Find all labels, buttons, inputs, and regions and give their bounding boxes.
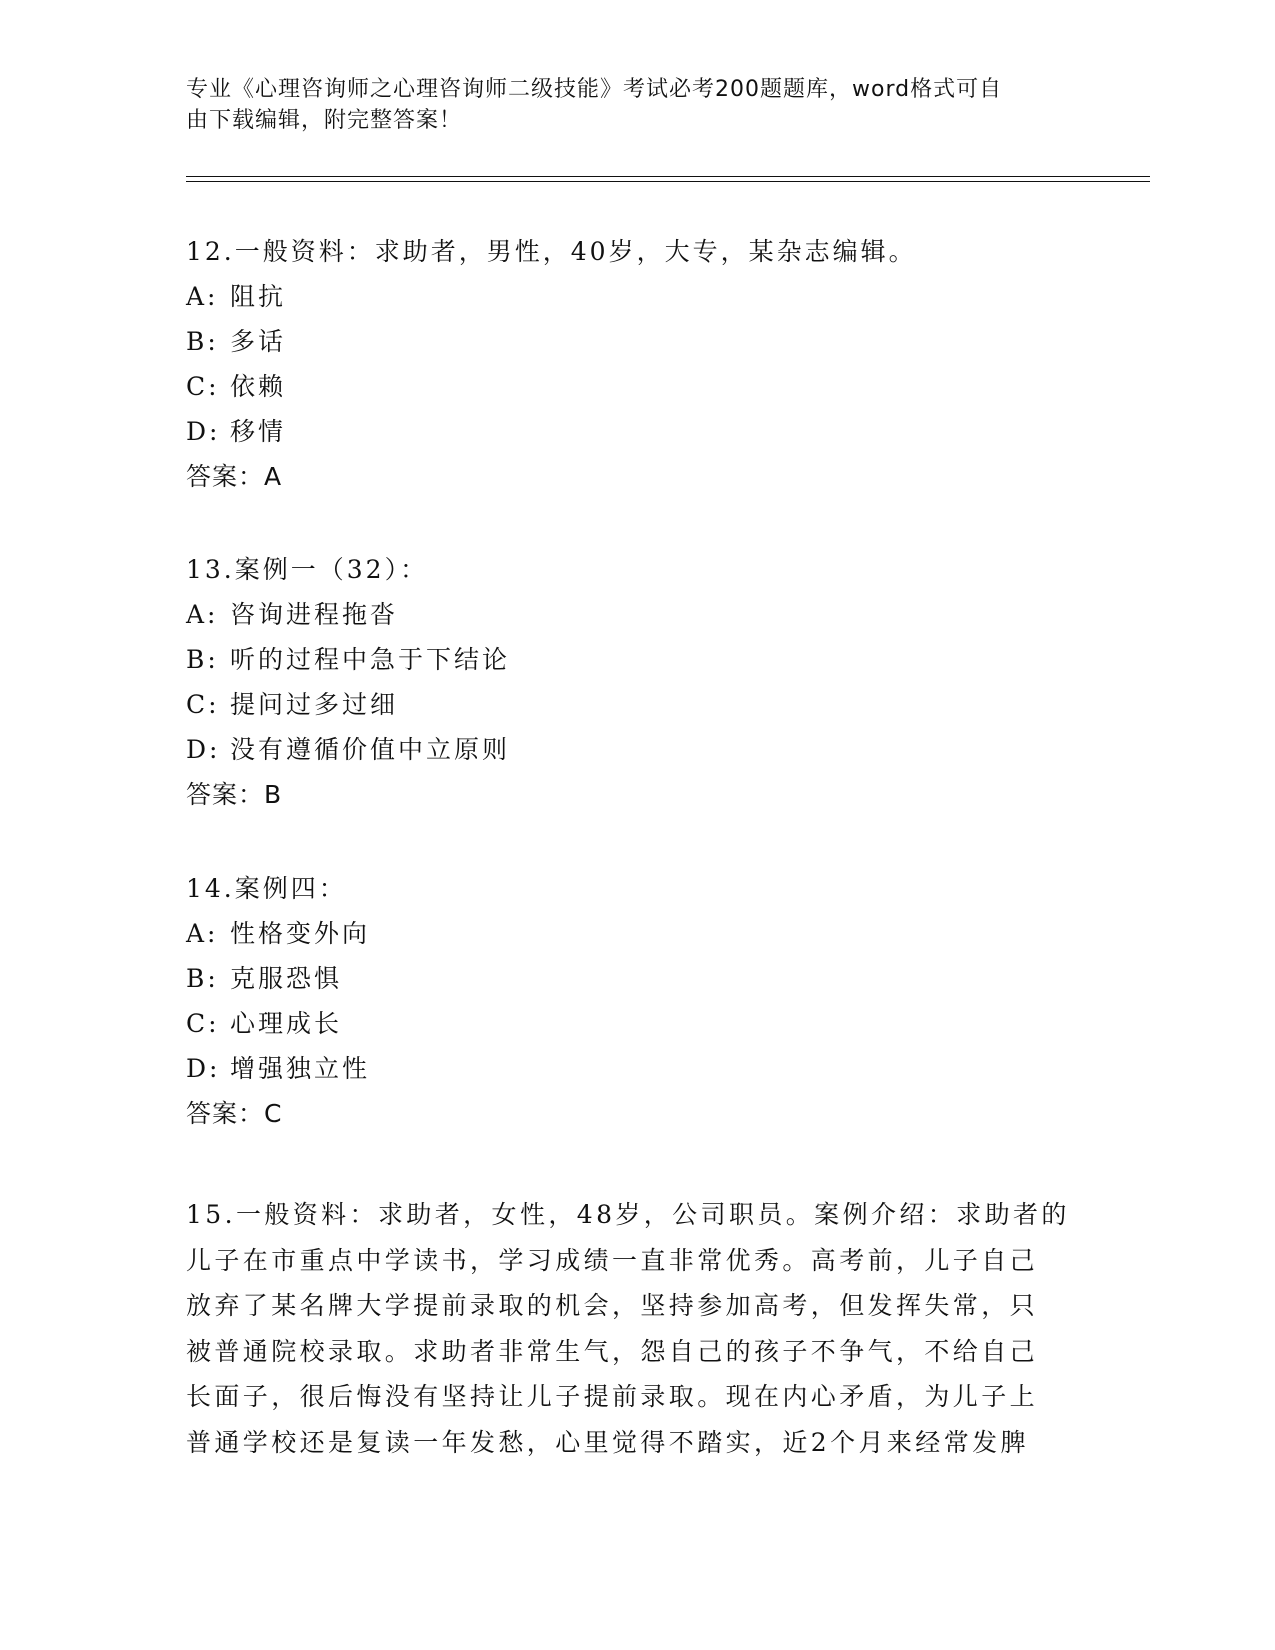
paragraph-line: 长面子，很后悔没有坚持让儿子提前录取。现在内心矛盾，为儿子上 [186,1382,1039,1411]
option-letter: D: [186,417,221,446]
option-text: 移情 [230,417,287,446]
answer-label: 答案： [186,1099,265,1128]
option-text: 心理成长 [230,1009,343,1038]
option-d [186,1054,1086,1084]
option-text: 性格变外向 [230,919,371,948]
header-divider-bottom [186,181,1150,182]
option-letter: C: [186,372,220,401]
option-b [186,327,1086,357]
paragraph-line: 普通学校还是复读一年发愁，心里觉得不踏实，近2个月来经常发脾 [186,1427,1029,1457]
option-text: 没有遵循价值中立原则 [230,735,511,764]
option-b [186,645,1086,675]
option-text: 咨询进程拖沓 [230,600,399,629]
header-line-2: 由下载编辑，附完整答案！ [186,108,463,133]
option-letter: A: [186,282,219,311]
option-letter: A: [186,600,219,629]
header-divider-top [186,176,1150,177]
question-13 [186,555,1086,810]
answer-value: C [264,1099,283,1128]
option-letter: C: [186,1009,220,1038]
option-letter: B: [186,327,219,356]
answer-line [186,780,1086,810]
question-title: 12.一般资料：求助者，男性，40岁，大专，某杂志编辑。 [186,237,917,266]
question-12 [186,237,1086,492]
paragraph-line: 放弃了某名牌大学提前录取的机会，坚持参加高考，但发挥失常，只 [186,1291,1039,1320]
header-line-1: 专业《心理咨询师之心理咨询师二级技能》考试必考200题题库，word格式可自 [186,77,1003,102]
option-letter: D: [186,735,221,764]
option-letter: B: [186,645,219,674]
option-text: 克服恐惧 [230,964,343,993]
option-text: 增强独立性 [230,1054,371,1083]
answer-value: A [264,462,283,491]
question-paragraph [186,1192,1086,1465]
answer-label: 答案： [186,462,265,491]
answer-value: B [264,780,283,809]
option-c [186,690,1086,720]
option-c [186,1009,1086,1039]
option-letter: D: [186,1054,221,1083]
option-a [186,282,1086,312]
option-letter: A: [186,919,219,948]
option-text: 依赖 [230,372,287,401]
option-text: 提问过多过细 [230,690,399,719]
option-a [186,919,1086,949]
option-c [186,372,1086,402]
option-text: 多话 [230,327,287,356]
question-title: 13.案例一（32）： [186,555,429,584]
document-header [186,74,1066,136]
option-letter: B: [186,964,219,993]
option-letter: C: [186,690,220,719]
paragraph-line: 被普通院校录取。求助者非常生气，怨自己的孩子不争气，不给自己 [186,1336,1039,1366]
option-d [186,417,1086,447]
question-15 [186,1192,1086,1465]
paragraph-line: 15.一般资料：求助者，女性，48岁，公司职员。案例介绍：求助者的 [186,1200,1070,1229]
option-b [186,964,1086,994]
option-d [186,735,1086,765]
question-title: 14.案例四： [186,874,347,903]
option-a [186,600,1086,630]
answer-line [186,1099,1086,1129]
answer-line [186,462,1086,492]
option-text: 阻抗 [230,282,287,311]
question-14 [186,874,1086,1129]
answer-label: 答案： [186,780,265,809]
option-text: 听的过程中急于下结论 [230,645,511,674]
paragraph-line: 儿子在市重点中学读书，学习成绩一直非常优秀。高考前，儿子自己 [186,1245,1039,1275]
